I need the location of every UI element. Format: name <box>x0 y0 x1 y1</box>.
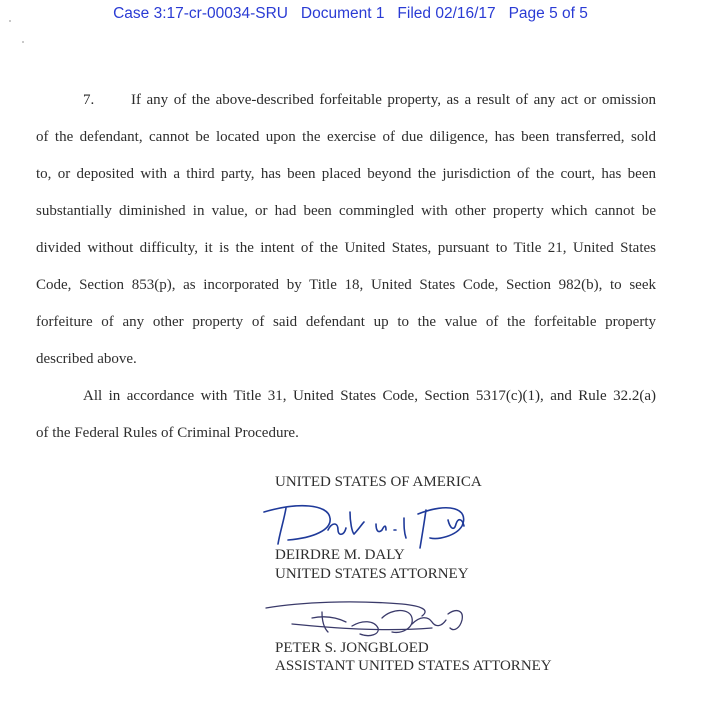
paragraph-line: forfeiture of any other property of said defendant up to the value of the forfeitable property <box>36 314 656 330</box>
paragraph-line: divided without difficulty, it is the intent of the United States, pursuant to Title 21, United States <box>36 240 656 256</box>
paragraph-line: described above. <box>36 351 137 367</box>
page-number: Page 5 of 5 <box>508 5 588 22</box>
paragraph-line: of the defendant, cannot be located upon the exercise of due diligence, has been transferred, sold <box>36 129 656 145</box>
paragraph-number: 7. <box>83 92 95 108</box>
scan-speck <box>9 20 11 22</box>
paragraph-line: substantially diminished in value, or had been commingled with other property which cannot be <box>36 203 656 219</box>
signer-name: DEIRDRE M. DALY <box>275 547 405 563</box>
document-number: Document 1 <box>300 5 385 22</box>
closing-line: of the Federal Rules of Criminal Procedure. <box>36 425 299 441</box>
case-number: Case 3:17-cr-00034-SRU <box>113 5 288 22</box>
paragraph-line: If any of the above-described forfeitable property, as a result of any act or omission <box>131 92 656 108</box>
party-name: UNITED STATES OF AMERICA <box>275 474 482 490</box>
filed-date: Filed 02/16/17 <box>397 5 496 22</box>
signer-title: ASSISTANT UNITED STATES ATTORNEY <box>275 658 552 674</box>
signer-title: UNITED STATES ATTORNEY <box>275 566 469 582</box>
signer-name: PETER S. JONGBLOED <box>275 640 429 656</box>
closing-line: All in accordance with Title 31, United States Code, Section 5317(c)(1), and Rule 32.2(a) <box>83 388 656 404</box>
paragraph-line: Code, Section 853(p), as incorporated by Title 18, United States Code, Section 982(b), to seek <box>36 277 656 293</box>
paragraph-line: to, or deposited with a third party, has been placed beyond the jurisdiction of the court, has been <box>36 166 656 182</box>
ecf-header <box>0 5 701 23</box>
scan-speck <box>22 41 24 43</box>
